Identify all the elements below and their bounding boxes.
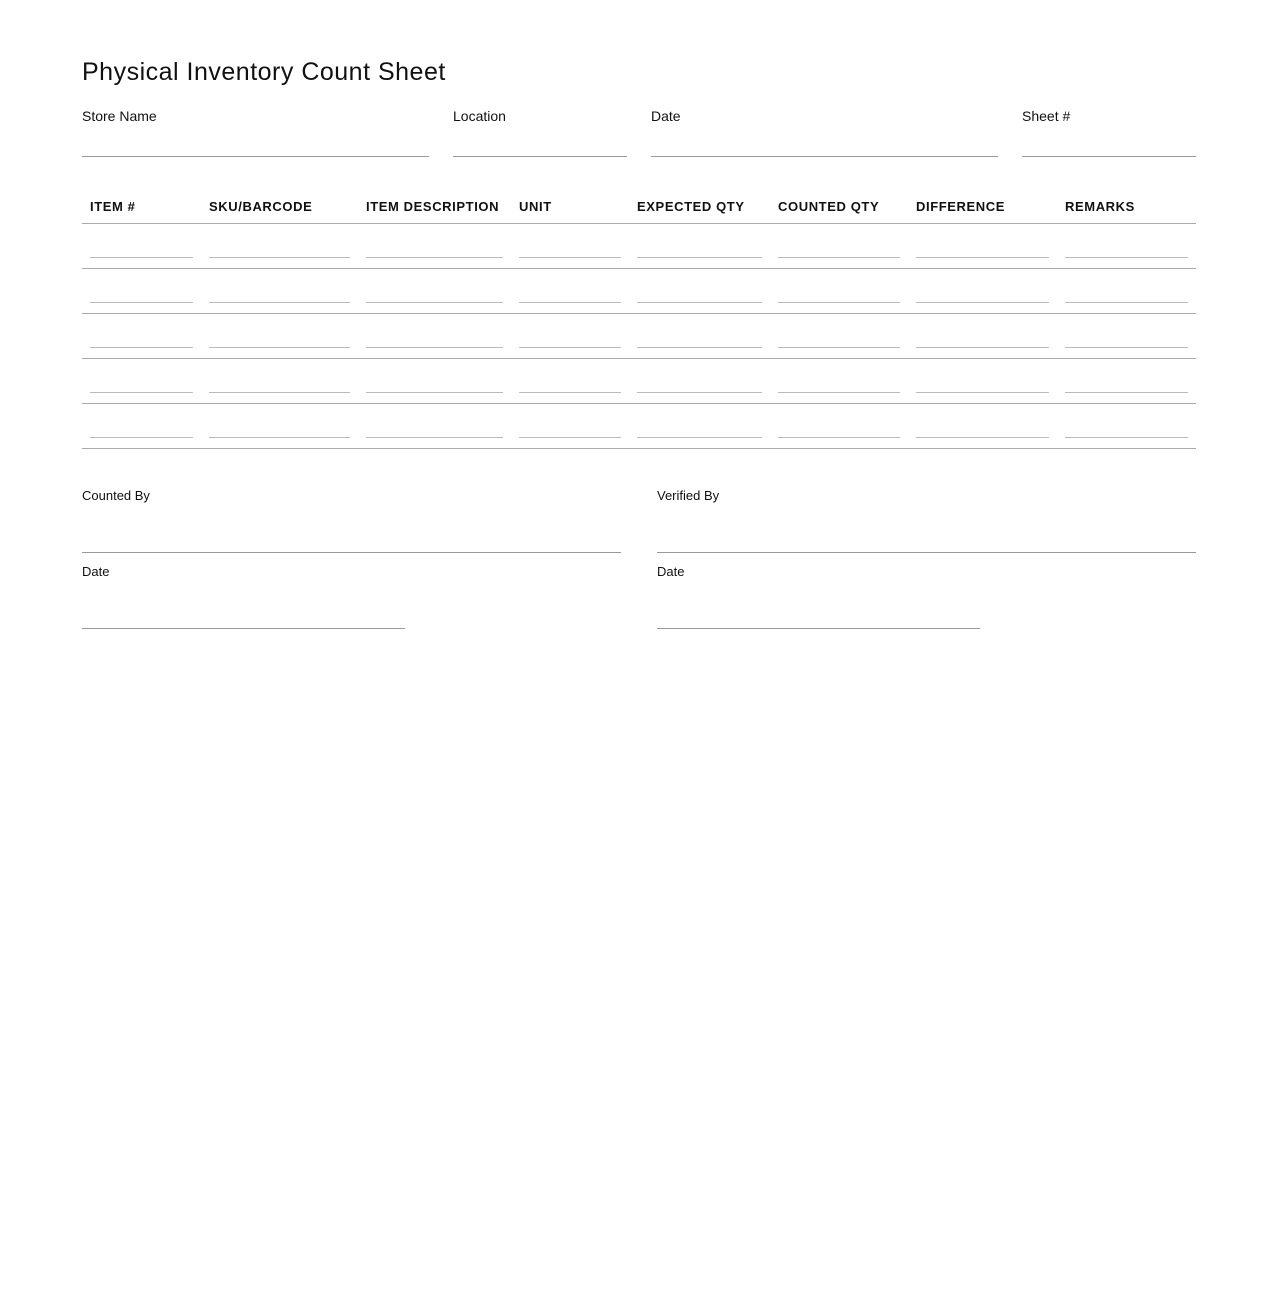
table-row bbox=[82, 359, 1196, 404]
sheet-number-field[interactable] bbox=[1022, 108, 1196, 157]
write-line bbox=[90, 437, 193, 438]
table-cell[interactable] bbox=[629, 224, 770, 269]
table-cell[interactable] bbox=[201, 314, 358, 359]
verified-by-field[interactable] bbox=[657, 488, 1196, 553]
table-cell[interactable] bbox=[511, 404, 629, 449]
table-cell[interactable] bbox=[358, 314, 511, 359]
location-label: Location bbox=[453, 108, 506, 124]
write-line bbox=[519, 437, 621, 438]
table-cell[interactable] bbox=[908, 224, 1057, 269]
write-line bbox=[778, 437, 900, 438]
table-cell[interactable] bbox=[629, 359, 770, 404]
table-cell[interactable] bbox=[629, 269, 770, 314]
table-cell[interactable] bbox=[82, 224, 201, 269]
write-line bbox=[209, 302, 350, 303]
table-cell[interactable] bbox=[908, 269, 1057, 314]
table-header-row bbox=[82, 190, 1196, 224]
column-header: EXPECTED QTY bbox=[629, 190, 770, 224]
table-cell[interactable] bbox=[201, 224, 358, 269]
table-cell[interactable] bbox=[770, 314, 908, 359]
column-header: SKU/BARCODE bbox=[201, 190, 358, 224]
write-line bbox=[519, 302, 621, 303]
table-cell[interactable] bbox=[82, 269, 201, 314]
table-cell[interactable] bbox=[82, 359, 201, 404]
table-cell[interactable] bbox=[1057, 224, 1196, 269]
write-line bbox=[916, 392, 1049, 393]
date-field[interactable] bbox=[651, 108, 998, 157]
table-cell[interactable] bbox=[908, 314, 1057, 359]
write-line bbox=[90, 257, 193, 258]
write-line bbox=[916, 347, 1049, 348]
table-cell[interactable] bbox=[82, 314, 201, 359]
table-cell[interactable] bbox=[201, 269, 358, 314]
table-cell[interactable] bbox=[358, 404, 511, 449]
table-row bbox=[82, 224, 1196, 269]
table-row bbox=[82, 314, 1196, 359]
write-line bbox=[637, 302, 762, 303]
write-line bbox=[366, 257, 503, 258]
table-cell[interactable] bbox=[1057, 404, 1196, 449]
column-header: REMARKS bbox=[1057, 190, 1196, 224]
write-line bbox=[209, 437, 350, 438]
verified-date-label: Date bbox=[657, 564, 685, 579]
table-cell[interactable] bbox=[770, 359, 908, 404]
counted-by-label: Counted By bbox=[82, 488, 150, 503]
table-row bbox=[82, 404, 1196, 449]
table-cell[interactable] bbox=[358, 359, 511, 404]
table-cell[interactable] bbox=[770, 404, 908, 449]
write-line bbox=[366, 392, 503, 393]
table-cell[interactable] bbox=[1057, 269, 1196, 314]
write-line bbox=[1065, 392, 1188, 393]
write-line bbox=[778, 392, 900, 393]
table-cell[interactable] bbox=[511, 359, 629, 404]
write-line bbox=[1065, 347, 1188, 348]
sheet-number-label: Sheet # bbox=[1022, 108, 1071, 124]
column-header: UNIT bbox=[511, 190, 629, 224]
write-line bbox=[519, 347, 621, 348]
table-cell[interactable] bbox=[358, 269, 511, 314]
write-line bbox=[637, 347, 762, 348]
write-line bbox=[519, 257, 621, 258]
table-cell[interactable] bbox=[629, 404, 770, 449]
write-line bbox=[1065, 437, 1188, 438]
inventory-table bbox=[82, 190, 1196, 449]
write-line bbox=[366, 347, 503, 348]
write-line bbox=[90, 392, 193, 393]
write-line bbox=[916, 257, 1049, 258]
write-line bbox=[90, 347, 193, 348]
table-cell[interactable] bbox=[511, 314, 629, 359]
write-line bbox=[778, 302, 900, 303]
counted-date-field[interactable] bbox=[82, 564, 405, 629]
write-line bbox=[209, 257, 350, 258]
table-cell[interactable] bbox=[82, 404, 201, 449]
write-line bbox=[1065, 257, 1188, 258]
write-line bbox=[916, 302, 1049, 303]
counted-date-label: Date bbox=[82, 564, 110, 579]
write-line bbox=[637, 392, 762, 393]
date-label: Date bbox=[651, 108, 681, 124]
write-line bbox=[519, 392, 621, 393]
table-cell[interactable] bbox=[770, 269, 908, 314]
write-line bbox=[209, 347, 350, 348]
write-line bbox=[778, 347, 900, 348]
column-header: COUNTED QTY bbox=[770, 190, 908, 224]
write-line bbox=[1065, 302, 1188, 303]
location-field[interactable] bbox=[453, 108, 627, 157]
column-header: ITEM # bbox=[82, 190, 201, 224]
write-line bbox=[366, 302, 503, 303]
table-cell[interactable] bbox=[358, 224, 511, 269]
write-line bbox=[637, 257, 762, 258]
table-cell[interactable] bbox=[629, 314, 770, 359]
write-line bbox=[366, 437, 503, 438]
write-line bbox=[778, 257, 900, 258]
table-cell[interactable] bbox=[201, 404, 358, 449]
table-cell[interactable] bbox=[908, 404, 1057, 449]
table-cell[interactable] bbox=[511, 224, 629, 269]
counted-by-field[interactable] bbox=[82, 488, 621, 553]
write-line bbox=[209, 392, 350, 393]
verified-by-label: Verified By bbox=[657, 488, 720, 503]
write-line bbox=[90, 302, 193, 303]
column-header: DIFFERENCE bbox=[908, 190, 1057, 224]
store-name-label: Store Name bbox=[82, 108, 157, 124]
table-cell[interactable] bbox=[770, 224, 908, 269]
verified-date-field[interactable] bbox=[657, 564, 980, 629]
write-line bbox=[916, 437, 1049, 438]
page-title: Physical Inventory Count Sheet bbox=[82, 58, 446, 86]
table-row bbox=[82, 269, 1196, 314]
table-cell[interactable] bbox=[511, 269, 629, 314]
table-cell[interactable] bbox=[201, 359, 358, 404]
write-line bbox=[637, 437, 762, 438]
table-cell[interactable] bbox=[908, 359, 1057, 404]
column-header: ITEM DESCRIPTION bbox=[358, 190, 511, 224]
table-cell[interactable] bbox=[1057, 359, 1196, 404]
store-name-field[interactable] bbox=[82, 108, 429, 157]
table-cell[interactable] bbox=[1057, 314, 1196, 359]
